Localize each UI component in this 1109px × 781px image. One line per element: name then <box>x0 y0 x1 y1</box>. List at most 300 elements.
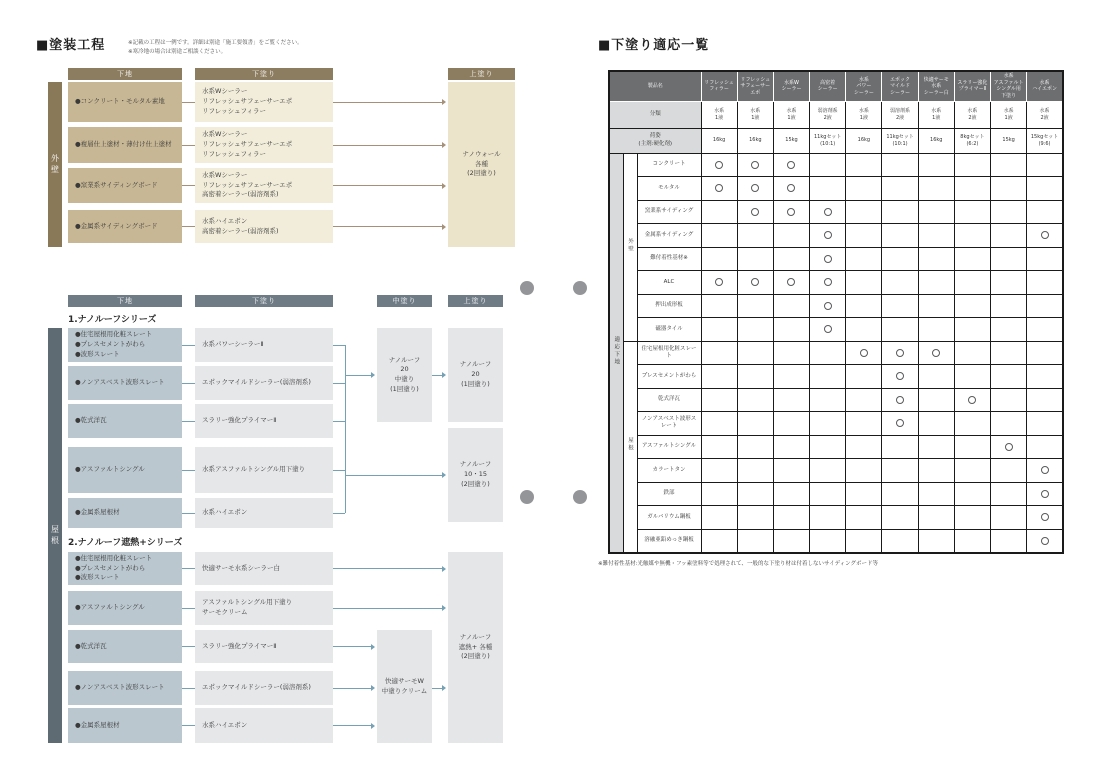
compat-mark-cell <box>846 153 882 177</box>
compat-mark-cell <box>918 365 954 389</box>
text-line: ●住宅屋根用化粧スレート <box>75 330 153 339</box>
package-value-line: 15kg <box>1002 137 1015 144</box>
compat-mark-cell <box>1027 294 1063 318</box>
class-value-cell <box>846 101 882 128</box>
connector-line <box>182 226 195 227</box>
compat-mark-cell <box>991 224 1027 248</box>
compat-mark-cell <box>773 412 809 436</box>
painting-process-notes <box>128 39 303 58</box>
compat-mark-cell <box>810 529 846 553</box>
class-value-cell <box>773 101 809 128</box>
substrate-box <box>68 127 182 163</box>
substrate-row-label: 難付着性基材※ <box>637 247 701 271</box>
compat-mark-cell <box>737 412 773 436</box>
compat-circle-mark <box>896 349 904 357</box>
package-value-cell <box>701 128 737 153</box>
compat-mark-cell <box>846 318 882 342</box>
flow-arrowhead <box>442 685 446 691</box>
flow-arrowhead <box>442 99 446 105</box>
compat-mark-cell <box>1027 153 1063 177</box>
flow-column-header: 下地 <box>68 295 182 307</box>
compat-mark-cell <box>773 459 809 483</box>
compat-mark-cell <box>737 200 773 224</box>
compat-mark-cell <box>846 506 882 530</box>
text-line: ナノルーフ <box>459 460 492 469</box>
compat-mark-cell <box>882 294 918 318</box>
compat-mark-cell <box>882 412 918 436</box>
compat-mark-cell <box>954 341 990 365</box>
compat-mark-cell <box>918 506 954 530</box>
text-line: 快適サーモ水系シーラー白 <box>202 563 280 572</box>
compat-mark-cell <box>701 271 737 295</box>
text-line: ナノルーフ <box>459 360 492 369</box>
text-line: エポックマイルドシーラー(弱溶剤系) <box>202 683 311 692</box>
text-line: 水系ハイエポン <box>202 720 248 729</box>
compat-mark-cell <box>1027 365 1063 389</box>
compat-mark-cell <box>991 177 1027 201</box>
class-value-line: 弱溶剤系 <box>890 107 911 114</box>
package-value-cell <box>954 128 990 153</box>
compat-circle-mark <box>1041 490 1049 498</box>
roof-group-bar <box>48 328 62 743</box>
compat-mark-cell <box>1027 506 1063 530</box>
compat-circle-mark <box>932 349 940 357</box>
compat-mark-cell <box>954 529 990 553</box>
compat-mark-cell <box>882 506 918 530</box>
class-value-line: 2液 <box>968 114 977 121</box>
connector-line <box>182 608 195 609</box>
compat-circle-mark <box>751 184 759 192</box>
compat-circle-mark <box>751 208 759 216</box>
compat-mark-cell <box>846 341 882 365</box>
compat-mark-cell <box>882 271 918 295</box>
text-line: (2回塗り) <box>461 652 490 661</box>
undercoat-table-title: ■下塗り適応一覧 <box>598 38 710 53</box>
compat-mark-cell <box>882 177 918 201</box>
substrate-box <box>68 671 182 705</box>
compat-mark-cell <box>737 153 773 177</box>
compat-mark-cell <box>1027 412 1063 436</box>
package-value-cell <box>1027 128 1063 153</box>
product-name-line: 水系 <box>1039 79 1050 86</box>
compat-circle-mark <box>751 278 759 286</box>
text-line: スラリー強化プライマーⅡ <box>202 641 277 650</box>
compat-mark-cell <box>701 412 737 436</box>
product-name-line: スラリー強化 <box>957 79 988 86</box>
compat-mark-cell <box>991 294 1027 318</box>
compat-mark-cell <box>701 482 737 506</box>
text-line: リフレッシュサフェーサーエポ <box>202 180 293 189</box>
substrate-box <box>68 447 182 493</box>
class-value-cell <box>991 101 1027 128</box>
text-line: (2回塗り) <box>467 169 496 178</box>
product-header-cell <box>810 71 846 101</box>
product-name-line: シーラー白 <box>923 89 949 96</box>
compat-mark-cell <box>954 435 990 459</box>
compat-mark-cell <box>882 224 918 248</box>
package-value-line: (10:1) <box>820 140 836 147</box>
text-line: ●アスファルトシングル <box>75 465 145 474</box>
text-line: ●波形スレート <box>75 573 120 582</box>
compat-mark-cell <box>701 200 737 224</box>
binder-hole-dot <box>573 281 587 295</box>
text-line: ●金属系サイディングボード <box>75 221 158 230</box>
note-line: ※寒冷地の場合は別途ご相談ください。 <box>128 49 227 56</box>
connector-line <box>182 421 195 422</box>
package-label-line: (主剤:硬化剤) <box>638 140 673 147</box>
compat-mark-cell <box>701 318 737 342</box>
flow-arrowhead <box>371 723 375 729</box>
compat-mark-cell <box>918 341 954 365</box>
compat-mark-cell <box>918 177 954 201</box>
text-line: (2回塗り) <box>461 479 490 488</box>
product-name-line: シーラー <box>781 86 802 93</box>
text-line: 水系アスファルトシングル用下塗り <box>202 465 306 474</box>
product-name-line: エポ <box>750 89 761 96</box>
text-line: 水系Wシーラー <box>202 87 248 96</box>
compat-mark-cell <box>810 153 846 177</box>
product-name-line: 水系 <box>1003 73 1014 80</box>
undercoat-box <box>195 82 333 122</box>
substrate-group-cell <box>623 153 637 341</box>
compat-mark-cell <box>701 341 737 365</box>
class-value-line: 1液 <box>859 114 868 121</box>
compat-mark-cell <box>773 529 809 553</box>
compat-circle-mark <box>824 208 832 216</box>
flow-arrow-line <box>333 725 371 726</box>
compat-mark-cell <box>954 247 990 271</box>
class-value-line: 水系 <box>786 107 797 114</box>
text-line: 水系ハイエポン <box>202 216 248 225</box>
text-line: ●複層仕上塗材・薄付け仕上塗材 <box>75 140 172 149</box>
text-line: 10・15 <box>463 470 488 479</box>
compat-mark-cell <box>918 247 954 271</box>
flow-arrow-line <box>333 688 371 689</box>
class-value-line: 水系 <box>967 107 978 114</box>
text-line: ●アスファルトシングル <box>75 603 145 612</box>
compat-mark-cell <box>701 459 737 483</box>
text-line: ●コンクリート・モルタル素地 <box>75 97 165 106</box>
compat-mark-cell <box>773 200 809 224</box>
package-value-cell <box>882 128 918 153</box>
text-line: 20 <box>471 370 480 379</box>
package-value-cell <box>773 128 809 153</box>
text-line: リフレッシュサフェーサーエポ <box>202 140 293 149</box>
package-value-cell <box>846 128 882 153</box>
product-name-line: シーラー <box>817 86 838 93</box>
compat-mark-cell <box>882 318 918 342</box>
table-footnote: ※難付着性基材:光触媒や無機・フッ素塗料等で処理されて、一般的な下塗り材は付着しないサイディングボード等 <box>598 561 879 567</box>
compat-mark-cell <box>918 529 954 553</box>
substrate-box <box>68 82 182 122</box>
compat-mark-cell <box>882 153 918 177</box>
compat-circle-mark <box>896 396 904 404</box>
compat-mark-cell <box>701 294 737 318</box>
compat-circle-mark <box>751 161 759 169</box>
compat-circle-mark <box>1041 513 1049 521</box>
compat-mark-cell <box>882 482 918 506</box>
compat-mark-cell <box>954 153 990 177</box>
substrate-box <box>68 498 182 528</box>
flow-arrow-line <box>333 102 442 103</box>
undercoat-box <box>195 328 333 362</box>
class-value-line: 2液 <box>823 114 832 121</box>
product-name-line: シーラー <box>853 89 874 96</box>
class-row-label: 分類 <box>609 101 701 128</box>
note-line: ※記載の工程は一例です。詳細は別途「施工要領書」をご覧ください。 <box>128 40 303 46</box>
painting-process-title: ■塗装工程 <box>36 38 106 53</box>
compat-circle-mark <box>896 372 904 380</box>
compat-mark-cell <box>737 388 773 412</box>
compat-circle-mark <box>824 325 832 333</box>
product-header-cell <box>737 71 773 101</box>
compat-mark-cell <box>846 459 882 483</box>
class-value-line: 2液 <box>1040 114 1049 121</box>
flow-column-header: 中塗り <box>377 295 432 307</box>
compat-mark-cell <box>954 388 990 412</box>
flow-arrow-line <box>432 688 442 689</box>
undercoat-box <box>195 498 333 528</box>
compat-circle-mark <box>1041 537 1049 545</box>
compat-mark-cell <box>737 294 773 318</box>
compat-mark-cell <box>737 247 773 271</box>
class-value-line: 弱溶剤系 <box>817 107 838 114</box>
compat-mark-cell <box>918 482 954 506</box>
substrate-group-label: 外壁 <box>627 237 633 253</box>
compat-mark-cell <box>882 341 918 365</box>
product-name-line: リフレッシュ <box>704 79 734 86</box>
class-value-line: 1液 <box>751 114 760 121</box>
substrate-row-label: 窯業系サイディング <box>637 200 701 224</box>
compat-mark-cell <box>991 412 1027 436</box>
product-name-line: エポック <box>890 76 911 83</box>
compat-mark-cell <box>1027 224 1063 248</box>
text-line: 快適サーモW <box>385 676 424 685</box>
class-value-line: 水系 <box>1039 107 1050 114</box>
topcoat-box <box>448 328 503 422</box>
compat-mark-cell <box>810 224 846 248</box>
substrate-group-cell <box>623 341 637 553</box>
topcoat-box <box>448 428 503 522</box>
product-header-cell <box>918 71 954 101</box>
substrate-row-label: モルタル <box>637 177 701 201</box>
substrate-box <box>68 210 182 243</box>
compat-circle-mark <box>1041 231 1049 239</box>
compat-mark-cell <box>846 365 882 389</box>
product-name-line: サフェーサー <box>740 83 771 89</box>
substrate-box <box>68 552 182 585</box>
compat-mark-cell <box>1027 318 1063 342</box>
class-value-line: 1液 <box>787 114 796 121</box>
product-name-line: マイルド <box>890 83 910 89</box>
substrate-row-label: 押出成形板 <box>637 294 701 318</box>
undercoat-box <box>195 671 333 705</box>
package-value-line: 15kg <box>785 137 798 144</box>
compat-mark-cell <box>846 435 882 459</box>
compat-mark-cell <box>810 177 846 201</box>
compat-mark-cell <box>1027 341 1063 365</box>
compat-mark-cell <box>773 224 809 248</box>
compat-mark-cell <box>954 271 990 295</box>
compat-mark-cell <box>701 506 737 530</box>
undercoat-compat-table <box>608 70 1064 554</box>
text-line: ●金属系屋根材 <box>75 720 120 729</box>
compat-mark-cell <box>773 318 809 342</box>
compat-mark-cell <box>701 153 737 177</box>
compat-mark-cell <box>918 153 954 177</box>
compat-mark-cell <box>737 482 773 506</box>
substrate-box <box>68 591 182 625</box>
product-name-line: 快適サーモ <box>923 76 949 83</box>
compat-mark-cell <box>991 341 1027 365</box>
compat-mark-cell <box>991 482 1027 506</box>
flow-column-header: 下塗り <box>195 295 333 307</box>
compat-mark-cell <box>991 318 1027 342</box>
package-value-line: (9:6) <box>1038 140 1051 147</box>
flow-arrow-line <box>432 375 442 376</box>
undercoat-box <box>195 404 333 438</box>
compat-mark-cell <box>773 271 809 295</box>
text-line: ナノウォール <box>462 149 501 158</box>
compat-mark-cell <box>773 177 809 201</box>
flow-arrowhead <box>442 605 446 611</box>
class-value-cell <box>701 101 737 128</box>
package-value-cell <box>810 128 846 153</box>
compat-mark-cell <box>1027 529 1063 553</box>
compat-mark-cell <box>954 412 990 436</box>
compat-mark-cell <box>954 224 990 248</box>
compat-mark-cell <box>991 506 1027 530</box>
product-name-corner-header: 製品名 <box>609 71 701 101</box>
compat-mark-cell <box>846 200 882 224</box>
compat-mark-cell <box>701 224 737 248</box>
undercoat-box <box>195 552 333 585</box>
product-name-line: 水系W <box>784 79 799 86</box>
text-line: エポックマイルドシーラー(弱溶剤系) <box>202 378 311 387</box>
undercoat-box <box>195 210 333 243</box>
product-header-cell <box>954 71 990 101</box>
substrate-row-label: ガルバリウム鋼板 <box>637 506 701 530</box>
compat-circle-mark <box>824 302 832 310</box>
compat-mark-cell <box>954 365 990 389</box>
substrate-row-label: ノンアスベスト波形スレート <box>637 412 701 436</box>
text-line: 20 <box>400 365 409 374</box>
compat-mark-cell <box>991 435 1027 459</box>
flow-arrow-line <box>345 375 371 376</box>
flow-arrow-line <box>333 568 442 569</box>
text-line: 高密着シーラー(弱溶剤系) <box>202 190 279 199</box>
compat-mark-cell <box>918 318 954 342</box>
side-label-cell <box>609 153 623 553</box>
binder-hole-dot <box>520 490 534 504</box>
compat-mark-cell <box>1027 388 1063 412</box>
text-line: スラリー強化プライマーⅡ <box>202 416 277 425</box>
package-label-line: 荷姿 <box>649 133 661 140</box>
flow-arrow-line <box>345 475 442 476</box>
substrate-row-label: ALC <box>637 271 701 295</box>
connector-line <box>182 725 195 726</box>
substrate-row-label: カラートタン <box>637 459 701 483</box>
flow-arrowhead <box>442 372 446 378</box>
compat-mark-cell <box>918 271 954 295</box>
product-name-line: ハイエポン <box>1032 86 1057 93</box>
compat-mark-cell <box>954 506 990 530</box>
package-value-line: 16kg <box>749 137 762 144</box>
compat-circle-mark <box>824 231 832 239</box>
connector-line <box>182 470 195 471</box>
substrate-box <box>68 328 182 362</box>
compat-mark-cell <box>1027 482 1063 506</box>
compat-mark-cell <box>991 200 1027 224</box>
class-value-cell <box>918 101 954 128</box>
class-value-line: 1液 <box>715 114 724 121</box>
compat-mark-cell <box>701 435 737 459</box>
product-header-cell <box>701 71 737 101</box>
binder-hole-dot <box>520 281 534 295</box>
flow-arrow-line <box>333 608 442 609</box>
connector-line <box>333 421 345 422</box>
text-line: ●ノンアスベスト波形スレート <box>75 378 165 387</box>
text-line: 各種 <box>475 159 488 168</box>
package-value-line: 16kg <box>712 137 726 144</box>
text-line: ●波形スレート <box>75 349 120 358</box>
text-line: ナノルーフ <box>459 632 492 641</box>
class-value-line: 水系 <box>714 107 725 114</box>
midcoat-box <box>377 328 432 422</box>
flow-column-header: 上塗り <box>448 68 515 80</box>
compat-circle-mark <box>787 278 795 286</box>
compat-mark-cell <box>1027 459 1063 483</box>
compat-mark-cell <box>1027 435 1063 459</box>
package-row-label <box>609 128 701 153</box>
compat-mark-cell <box>846 412 882 436</box>
product-name-line: 水系 <box>858 76 869 83</box>
text-line: リフレッシュフィラー <box>202 149 267 158</box>
compat-mark-cell <box>701 177 737 201</box>
class-value-line: 水系 <box>931 107 942 114</box>
compat-mark-cell <box>773 482 809 506</box>
compat-mark-cell <box>810 365 846 389</box>
flow-arrowhead <box>442 183 446 189</box>
connector-line <box>333 345 345 346</box>
flow-column-header: 下塗り <box>195 68 333 80</box>
substrate-group-label: 屋根 <box>627 437 633 452</box>
compat-mark-cell <box>846 271 882 295</box>
product-name-line: フィラー <box>709 86 729 93</box>
compat-circle-mark <box>1041 466 1049 474</box>
text-line: 高密着シーラー(弱溶剤系) <box>202 226 279 235</box>
product-name-line: シーラー <box>890 89 911 96</box>
class-value-cell <box>954 101 990 128</box>
package-value-line: 8kgセット <box>960 133 985 140</box>
compat-mark-cell <box>737 271 773 295</box>
text-line: ●乾式洋瓦 <box>75 641 107 650</box>
group-bar-label: 外壁 <box>50 153 60 176</box>
compat-mark-cell <box>954 482 990 506</box>
compat-mark-cell <box>773 294 809 318</box>
compat-mark-cell <box>882 388 918 412</box>
midcoat-box <box>377 630 432 743</box>
compat-circle-mark <box>824 255 832 263</box>
group-bar-label: 屋根 <box>50 524 60 547</box>
compat-mark-cell <box>846 294 882 318</box>
text-line: アスファルトシングル用下塗り <box>202 598 293 607</box>
compat-mark-cell <box>810 294 846 318</box>
package-value-line: 11kgセット <box>813 133 842 140</box>
flow-arrowhead <box>371 644 375 650</box>
substrate-row-label: 溶融亜鉛めっき鋼板 <box>637 529 701 553</box>
class-value-line: 2液 <box>895 114 905 121</box>
